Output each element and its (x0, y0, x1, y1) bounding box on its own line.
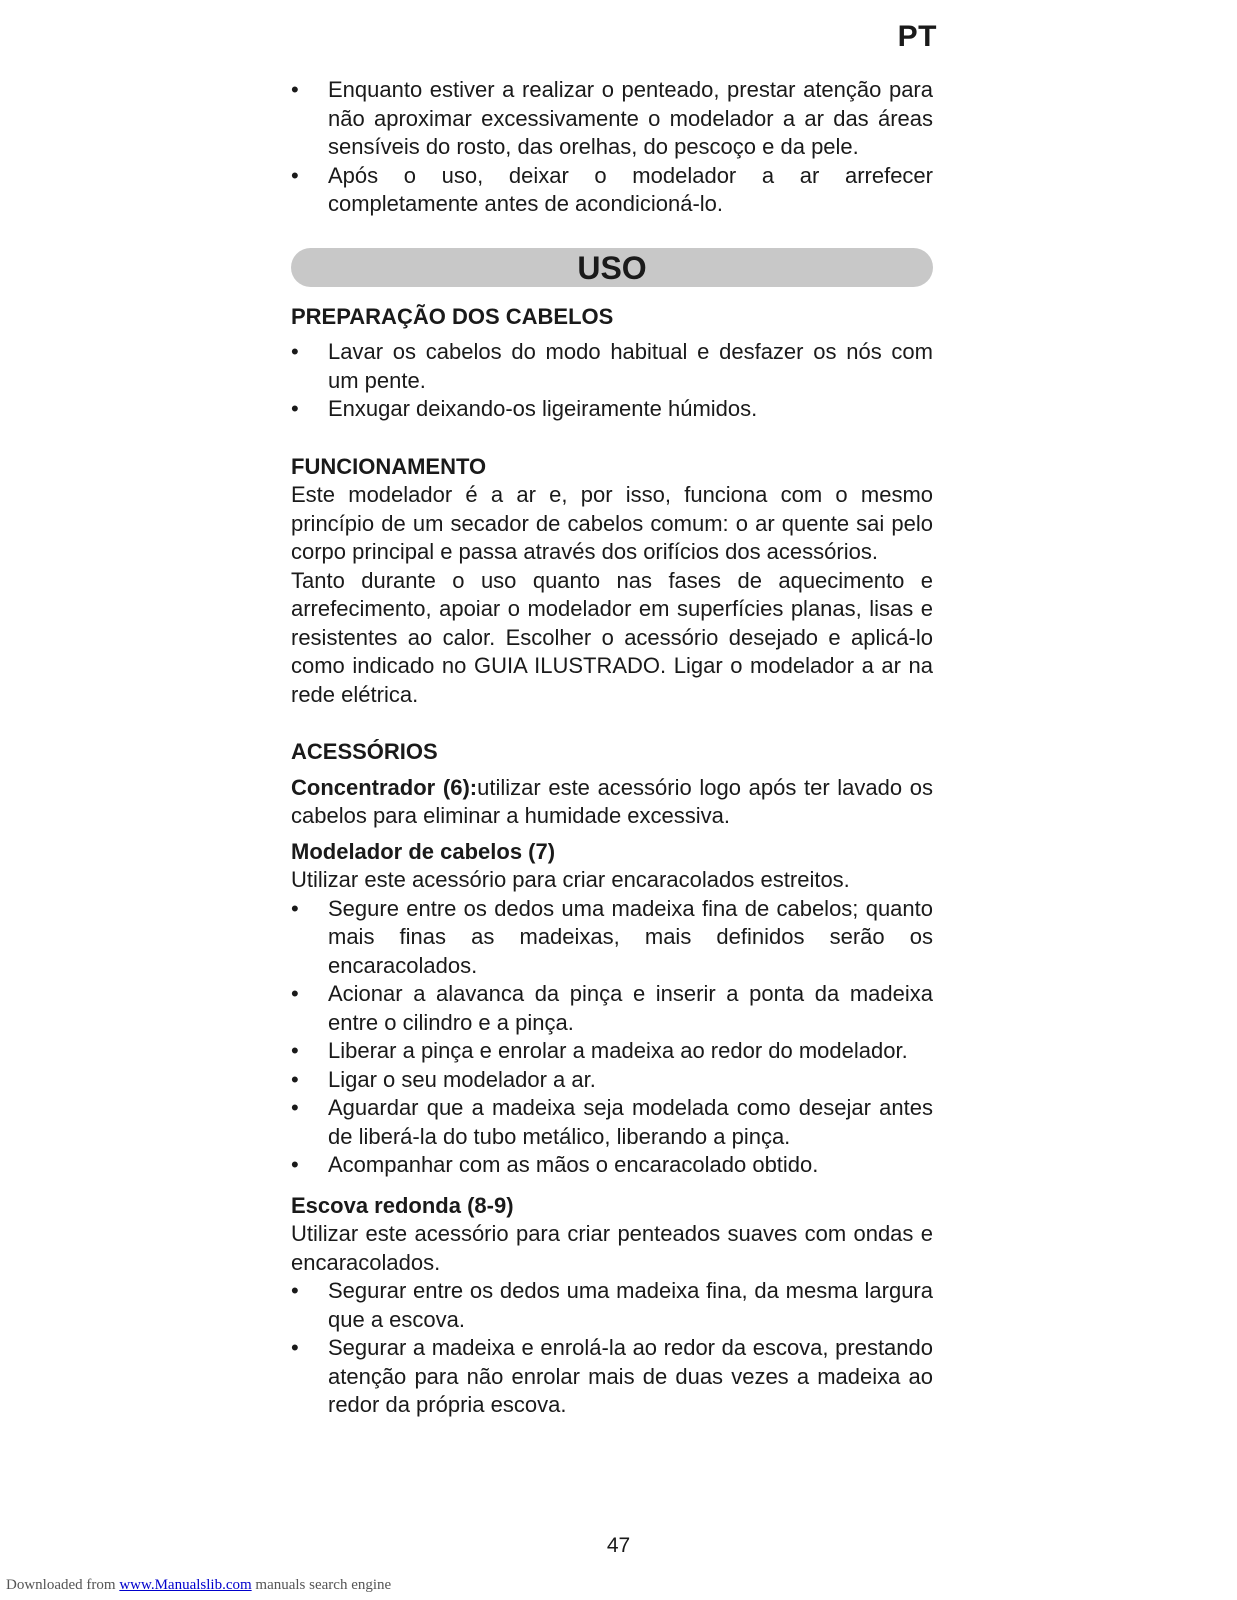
list-item (291, 1277, 933, 1334)
list-item-text: Ligar o seu modelador a ar. (328, 1066, 596, 1092)
bullet-icon: • (291, 396, 299, 421)
list-item (291, 76, 933, 162)
concentrator-label: Concentrador (6): (291, 774, 478, 800)
list-item-text: Após o uso, deixar o modelador a ar arrefecer completamente antes de acondicioná-lo. (328, 162, 933, 216)
list-item (291, 338, 933, 395)
round-brush-heading: Escova redonda (8-9) (291, 1192, 514, 1218)
list-item (291, 1151, 933, 1180)
page-number: 47 (606, 1534, 631, 1557)
section-title-bar: USO (291, 248, 933, 287)
list-item-text: Segurar entre os dedos uma madeixa fina, da mesma largura que a escova. (328, 1278, 933, 1332)
manualslib-link[interactable]: www.Manualslib.com (119, 1577, 252, 1593)
list-item (291, 1066, 933, 1095)
bullet-icon: • (291, 1095, 299, 1120)
intro-bullet-list (291, 76, 933, 219)
preparation-heading: PREPARAÇÃO DOS CABELOS (291, 303, 614, 329)
accessories-heading: ACESSÓRIOS (291, 739, 438, 764)
page-content (291, 76, 933, 1420)
list-item (291, 1334, 933, 1420)
curler-heading: Modelador de cabelos (7) (291, 838, 556, 864)
list-item-text: Segurar a madeixa e enrolá-la ao redor da escova, prestando atenção para não enrolar mais de duas vezes a madeixa ao redor da própria escova. (328, 1335, 933, 1417)
bullet-icon: • (291, 981, 299, 1006)
list-item (291, 1094, 933, 1151)
operation-paragraph-1: Este modelador é a ar e, por isso, funciona com o mesmo princípio de um secador de cabelos comum: o ar quente sai pelo corpo principal e passa através dos orifícios dos acessórios. (291, 482, 933, 564)
list-item-text: Enxugar deixando-os ligeiramente húmidos. (328, 396, 758, 421)
preparation-bullet-list (291, 338, 933, 424)
operation-heading: FUNCIONAMENTO (291, 453, 487, 479)
list-item (291, 980, 933, 1037)
curler-intro: Utilizar este acessório para criar encaracolados estreitos. (291, 867, 850, 892)
bullet-icon: • (291, 1335, 299, 1360)
round-brush-bullet-list (291, 1277, 933, 1420)
bullet-icon: • (291, 1066, 299, 1092)
language-code: PT (897, 20, 937, 53)
bullet-icon: • (291, 339, 299, 364)
downloaded-from-text: Downloaded from (6, 1577, 116, 1593)
list-item-text: Aguardar que a madeixa seja modelada como desejar antes de liberá-la do tubo metálico, liberando a pinça. (328, 1095, 933, 1149)
round-brush-intro: Utilizar este acessório para criar penteados suaves com ondas e encaracolados. (291, 1221, 933, 1275)
curler-bullet-list (291, 895, 933, 1180)
list-item-text: Acompanhar com as mãos o encaracolado obtido. (328, 1152, 819, 1177)
list-item-text: Segure entre os dedos uma madeixa fina de cabelos; quanto mais finas as madeixas, mais definidos serão os encaracolados. (328, 895, 933, 978)
bullet-icon: • (291, 1038, 299, 1063)
concentrator-text: utilizar este acessório logo após ter lavado os cabelos para eliminar a humidade excessiva. (291, 774, 934, 828)
bullet-icon: • (291, 162, 299, 188)
list-item-text: Acionar a alavanca da pinça e inserir a ponta da madeixa entre o cilindro e a pinça. (328, 981, 933, 1035)
list-item-text: Liberar a pinça e enrolar a madeixa ao redor do modelador. (328, 1038, 908, 1063)
list-item (291, 162, 933, 219)
list-item (291, 395, 933, 424)
list-item-text: Lavar os cabelos do modo habitual e desfazer os nós com um pente. (328, 339, 933, 393)
list-item (291, 1037, 933, 1066)
concentrator-paragraph (291, 774, 933, 831)
operation-paragraph-2: Tanto durante o uso quanto nas fases de aquecimento e arrefecimento, apoiar o modelador em superfícies planas, lisas e resistentes ao calor. Escolher o acessório desejado e aplicá-lo como indicado no GUIA ILUSTRADO. Ligar o modelador a ar na rede elétrica. (291, 567, 933, 707)
search-engine-text: manuals search engine (251, 1577, 392, 1593)
download-footer (6, 1577, 391, 1594)
bullet-icon: • (291, 77, 299, 102)
bullet-icon: • (291, 1152, 299, 1177)
bullet-icon: • (291, 1278, 299, 1303)
bullet-icon: • (291, 895, 299, 921)
list-item (291, 895, 933, 981)
list-item-text: Enquanto estiver a realizar o penteado, prestar atenção para não aproximar excessivamente o modelador a ar das áreas sensíveis do rosto, das orelhas, do pescoço e da pele. (328, 77, 933, 159)
